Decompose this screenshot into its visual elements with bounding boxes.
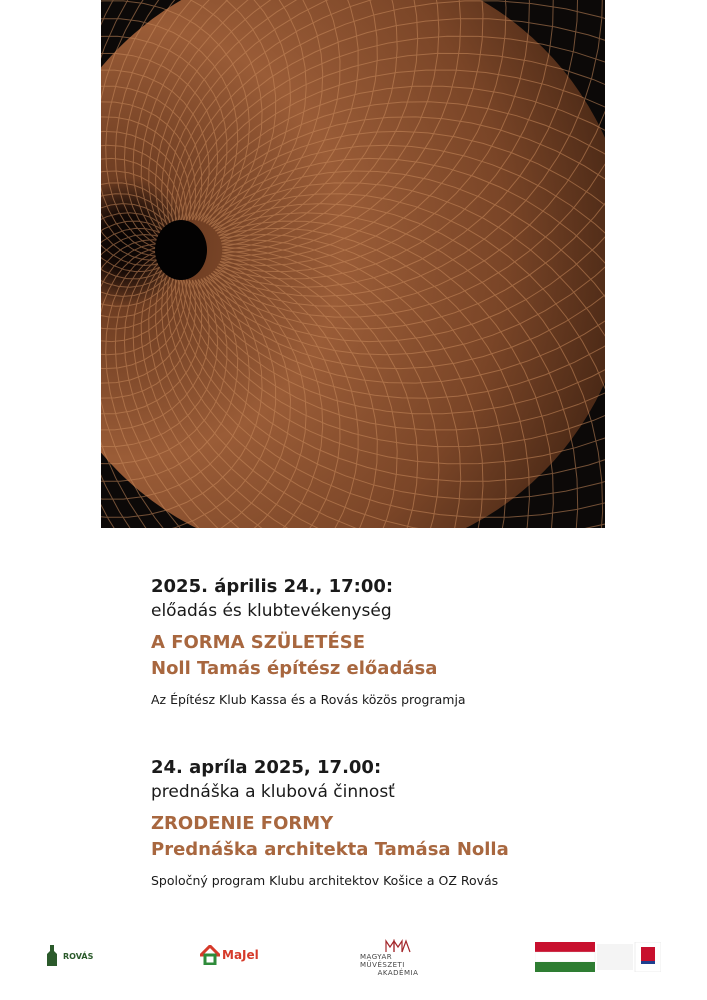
government-support-logo (535, 942, 661, 972)
event-title: ZRODENIE FORMY (151, 813, 334, 834)
sponsor-logos (0, 935, 707, 985)
flag-banner-icon (535, 942, 661, 972)
church-icon (44, 945, 60, 967)
event-note: Spoločný program Klubu architektov Košice a OZ Rovás (151, 873, 499, 888)
house-icon (200, 945, 220, 965)
event-kind: előadás és klubtevékenység (151, 601, 392, 621)
rovas-logo (44, 945, 93, 967)
mma-logo (360, 939, 436, 977)
sculpture-image (101, 0, 605, 528)
event-subtitle: Noll Tamás építész előadása (151, 658, 438, 679)
mma-line2: AKADÉMIA (377, 969, 419, 977)
rovas-text: ROVÁS (63, 951, 94, 961)
event-subtitle: Prednáška architekta Tamása Nolla (151, 839, 509, 860)
event-note: Az Építész Klub Kassa és a Rovás közös programja (151, 692, 466, 707)
event-slovak (151, 756, 671, 890)
mma-line1: MAGYAR MŰVÉSZETI (360, 953, 405, 969)
majel-logo (200, 945, 259, 965)
mma-mark-icon (385, 939, 411, 953)
event-hungarian (151, 575, 671, 709)
majel-text: MaJel (222, 948, 259, 962)
event-date: 24. apríla 2025, 17.00: (151, 757, 382, 778)
event-date: 2025. április 24., 17:00: (151, 576, 394, 597)
event-title: A FORMA SZÜLETÉSE (151, 632, 365, 653)
wicker-sculpture-photo (101, 0, 605, 528)
event-kind: prednáška a klubová činnosť (151, 782, 395, 802)
